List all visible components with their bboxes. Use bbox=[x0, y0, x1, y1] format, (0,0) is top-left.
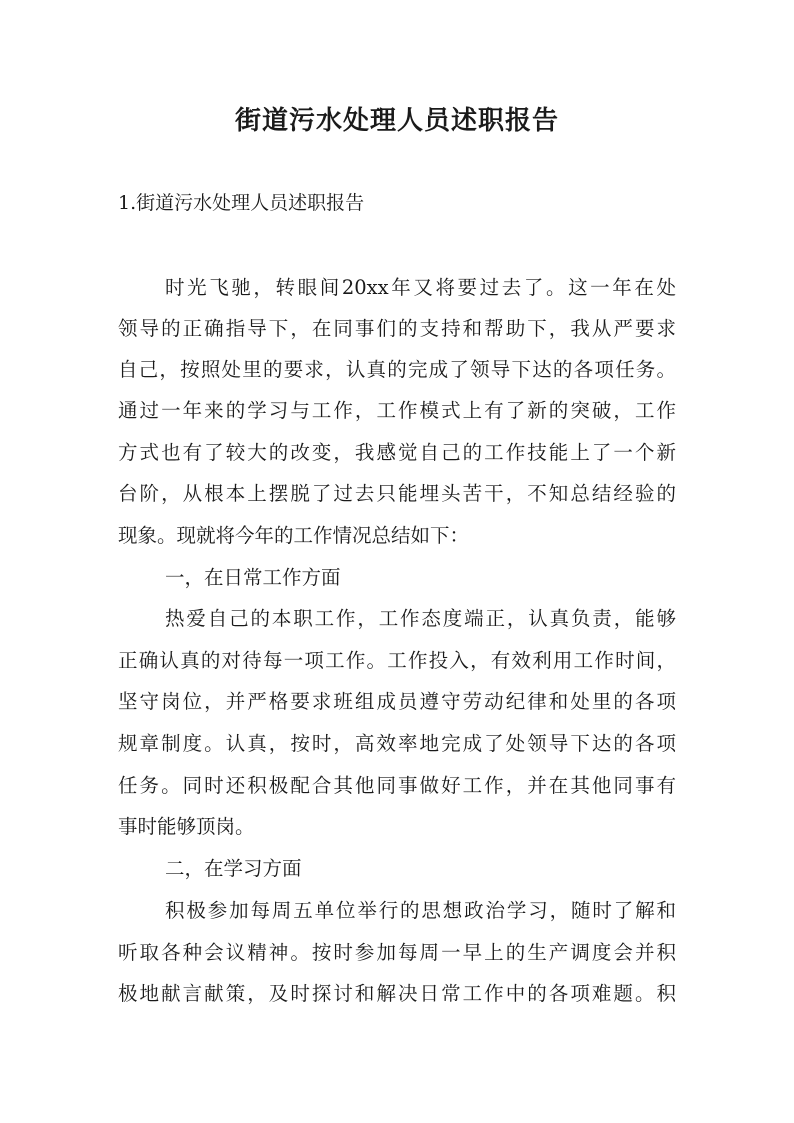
paragraph-line: 台阶，从根本上摆脱了过去只能埋头苦干，不知总结经验的 bbox=[118, 482, 676, 505]
paragraph-line: 现象。现就将今年的工作情况总结如下： bbox=[118, 524, 470, 547]
paragraph-line: 积极参加每周五单位举行的思想政治学习，随时了解和 bbox=[165, 899, 676, 922]
paragraph-line: 坚守岗位，并严格要求班组成员遵守劳动纪律和处里的各项 bbox=[118, 690, 676, 713]
paragraph-line: 领导的正确指导下，在同事们的支持和帮助下，我从严要求 bbox=[118, 317, 676, 340]
section-heading: 一，在日常工作方面 bbox=[165, 566, 341, 589]
paragraph-line: 正确认真的对待每一项工作。工作投入，有效利用工作时间， bbox=[118, 649, 676, 672]
paragraph-line: 热爱自己的本职工作，工作态度端正，认真负责，能够 bbox=[165, 607, 676, 630]
paragraph-line: 自己，按照处里的要求，认真的完成了领导下达的各项任务。 bbox=[118, 358, 676, 381]
document-title: 街道污水处理人员述职报告 bbox=[234, 106, 559, 136]
paragraph-line: 通过一年来的学习与工作，工作模式上有了新的突破，工作 bbox=[118, 399, 676, 422]
paragraph-line: 事时能够顶岗。 bbox=[118, 815, 255, 838]
paragraph-line: 听取各种会议精神。按时参加每周一早上的生产调度会并积 bbox=[118, 941, 676, 964]
paragraph-line: 极地献言献策，及时探讨和解决日常工作中的各项难题。积 bbox=[118, 982, 676, 1005]
paragraph-line: 方式也有了较大的改变，我感觉自己的工作技能上了一个新 bbox=[118, 441, 676, 464]
section-subtitle: 1.街道污水处理人员述职报告 bbox=[118, 192, 365, 214]
paragraph-line: 时光飞驰，转眼间20xx年又将要过去了。这一年在处 bbox=[165, 276, 676, 299]
paragraph-line: 任务。同时还积极配合其他同事做好工作，并在其他同事有 bbox=[118, 774, 676, 797]
section-heading: 二，在学习方面 bbox=[165, 857, 302, 880]
paragraph-line: 规章制度。认真，按时，高效率地完成了处领导下达的各项 bbox=[118, 732, 676, 755]
